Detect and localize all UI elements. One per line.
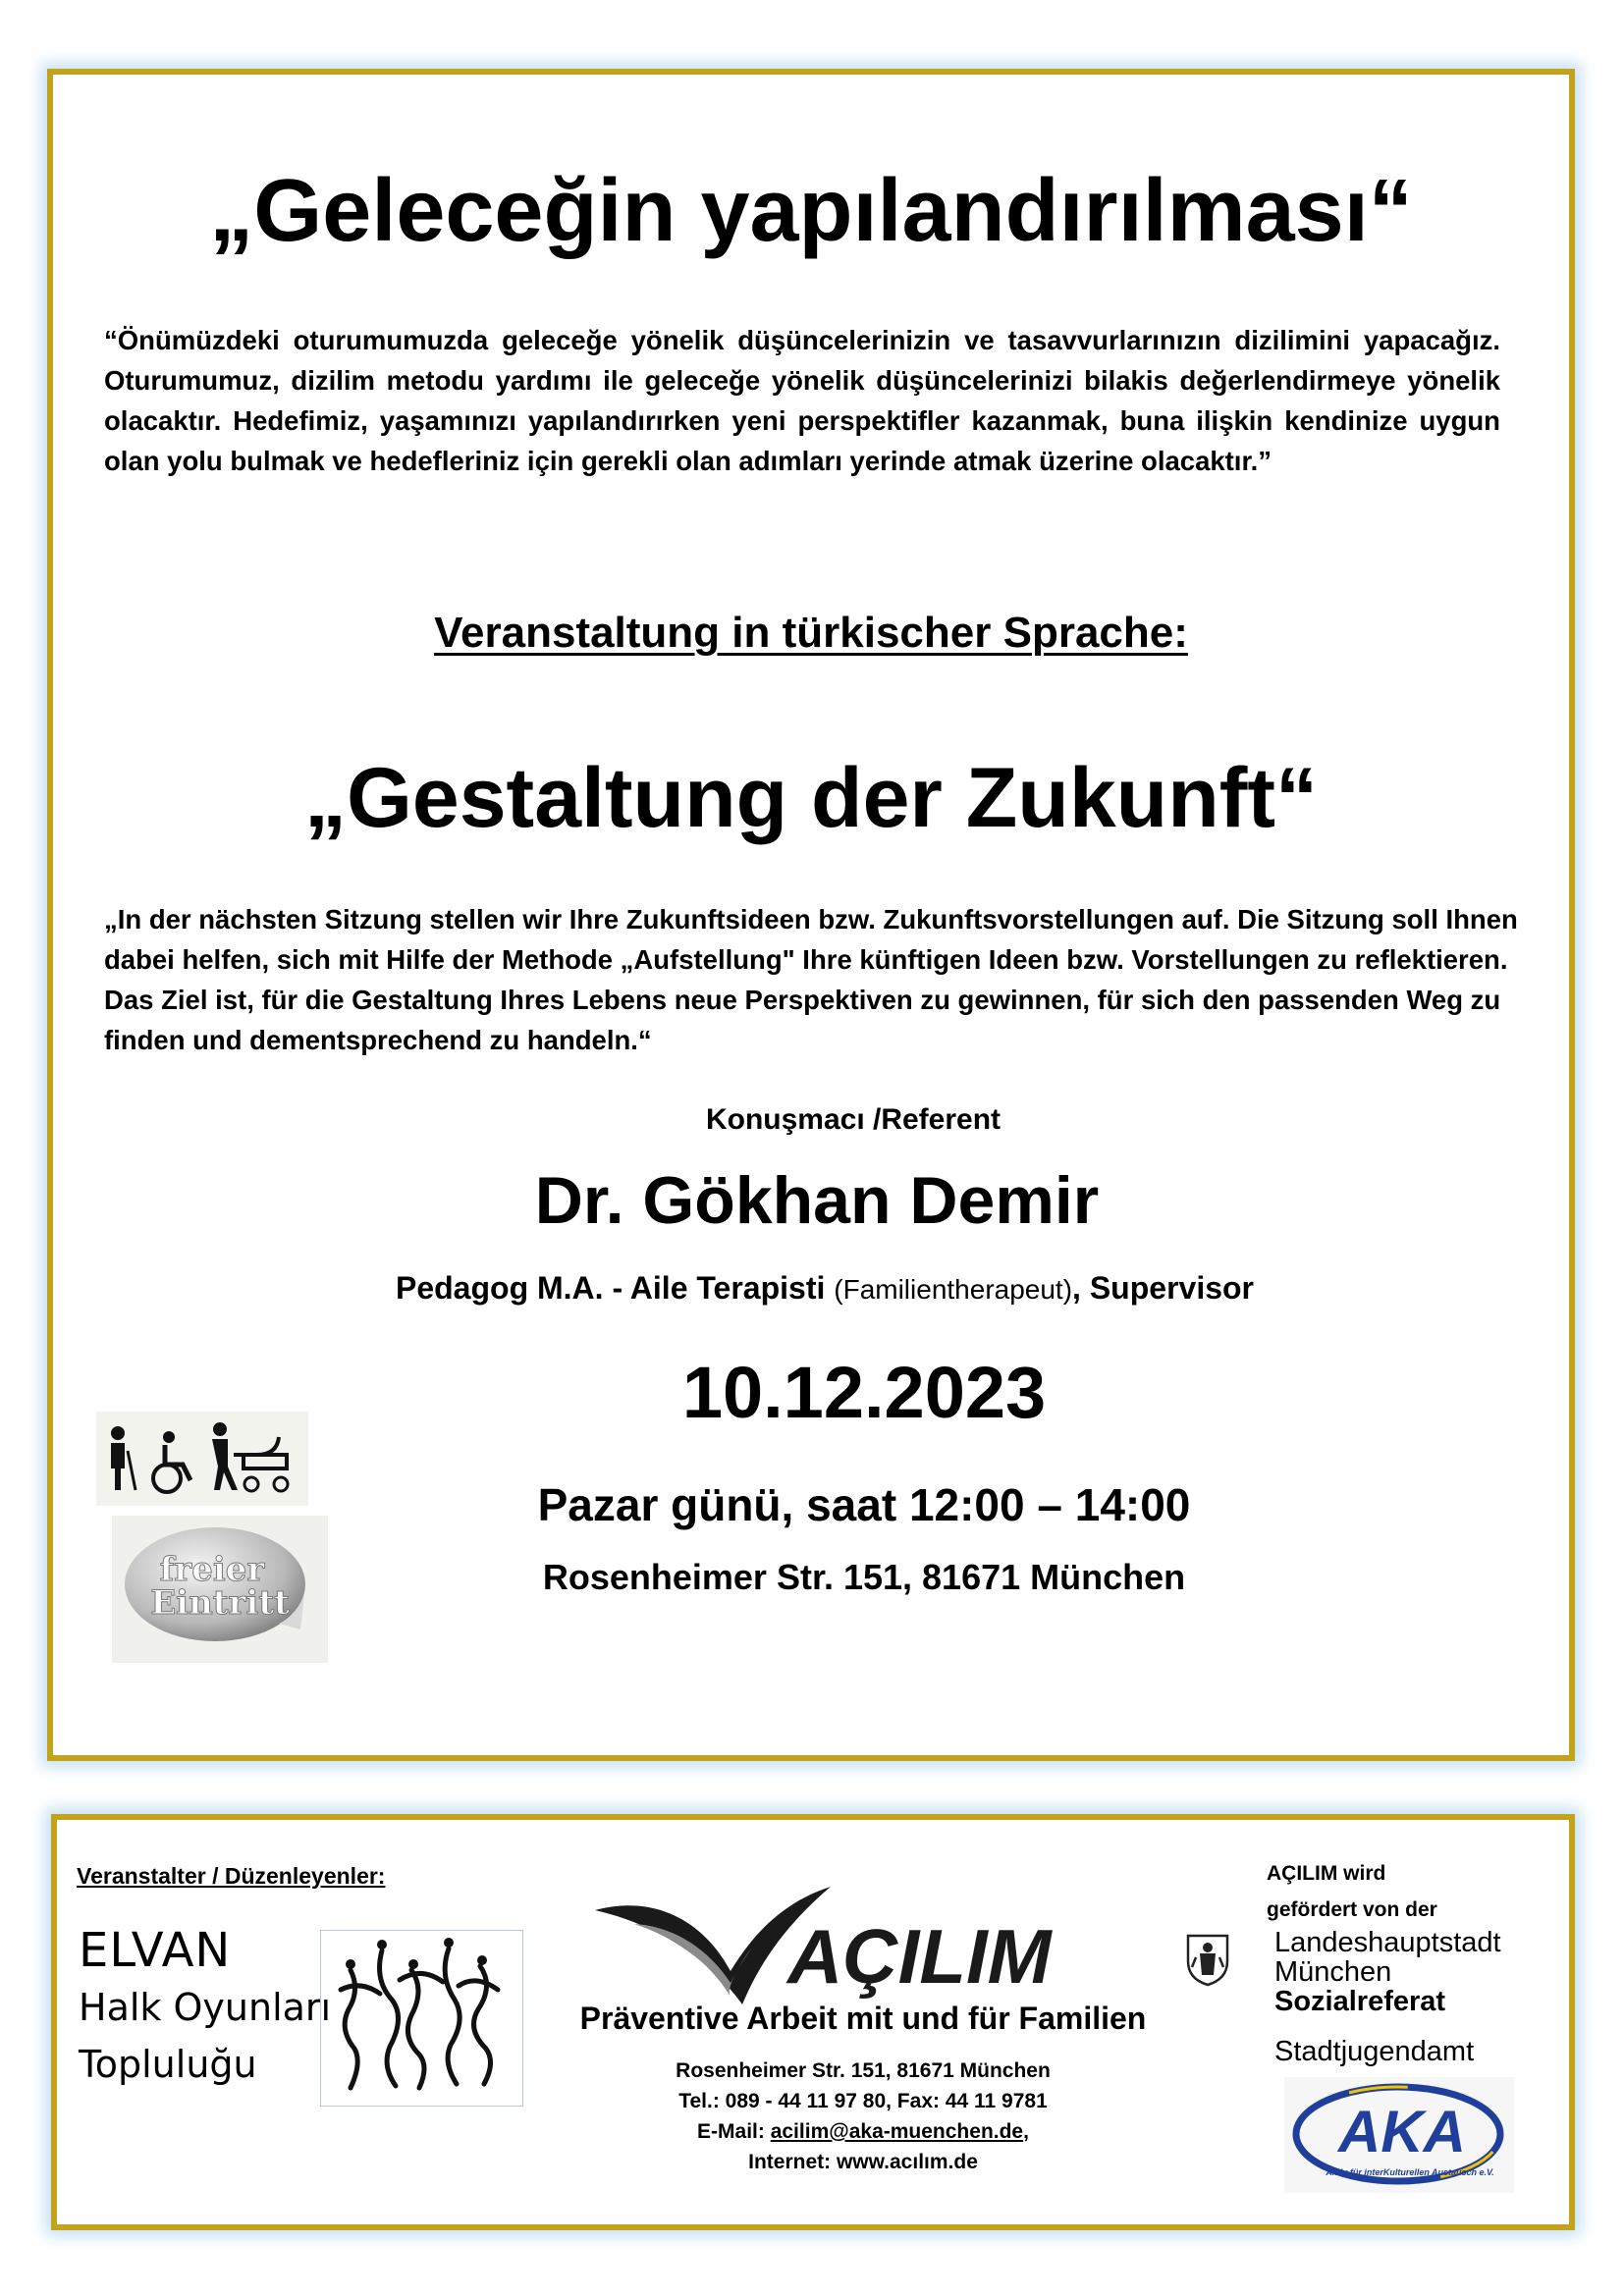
funding-line-1: AÇILIM wird (1267, 1862, 1386, 1885)
funding-line-2: gefördert von der (1267, 1898, 1437, 1921)
elvan-name (79, 1922, 331, 2093)
city-line-3: Sozialreferat (1274, 1986, 1446, 2017)
title-german: „Gestaltung der Zukunft“ (304, 751, 1318, 845)
free-entry-badge (112, 1516, 328, 1663)
city-line-2: München (1274, 1956, 1392, 1988)
city-line-1: Landeshauptstadt (1274, 1927, 1501, 1958)
organizers-label: Veranstalter / Düzenleyenler: (77, 1863, 386, 1889)
event-address: Rosenheimer Str. 151, 81671 München (542, 1557, 1186, 1597)
main-frame (47, 69, 1575, 1761)
acilim-street: Rosenheimer Str. 151, 81671 München (676, 2059, 1051, 2082)
elvan-line-1: ELVAN (79, 1923, 232, 1978)
aka-logo (1284, 2077, 1514, 2193)
elvan-line-3: Topluluğu (79, 2043, 257, 2086)
elvan-line-2: Halk Oyunları (79, 1986, 332, 2029)
event-time: Pazar günü, saat 12:00 – 14:00 (537, 1479, 1191, 1530)
munich-seal-icon (1184, 1932, 1231, 1987)
aka-tagline: Aktiv für interKulturellen Austausch e.V. (1326, 2167, 1494, 2177)
speaker-role-tail: , Supervisor (1072, 1270, 1254, 1306)
acilim-contact (564, 2056, 1163, 2177)
speaker-role-main: Pedagog M.A. - Aile Terapisti (395, 1270, 826, 1306)
event-language-text: Veranstaltung in türkischer Sprache: (434, 609, 1188, 657)
speaker-label: Konuşmacı /Referent (705, 1103, 1001, 1136)
free-entry-line1: freier (159, 1550, 265, 1589)
acilim-logo (595, 1881, 1096, 2018)
title-turkish: „Geleceğin yapılandırılması“ (209, 162, 1413, 260)
stadtjugendamt-text: Stadtjugendamt (1274, 2036, 1475, 2067)
acilim-logo-text: AÇILIM (787, 1913, 1052, 2000)
speaker-role-paren: (Familientherapeut) (834, 1274, 1073, 1305)
acilim-subtitle: Präventive Arbeit mit und für Familien (579, 2001, 1147, 2036)
accessibility-icon (96, 1412, 308, 1506)
funding-note (1267, 1855, 1437, 1928)
dancers-illustration (320, 1930, 523, 2107)
aka-logo-text: AKA (1338, 2099, 1466, 2164)
acilim-phone: Tel.: 089 - 44 11 97 80, Fax: 44 11 9781 (678, 2090, 1048, 2112)
acilim-email-tail: , (1023, 2120, 1029, 2143)
footer-frame (51, 1814, 1575, 2230)
acilim-internet: Internet: www.acılım.de (748, 2151, 978, 2173)
free-entry-line2: Eintritt (150, 1583, 290, 1623)
speaker-name: Dr. Gökhan Demir (534, 1163, 1100, 1238)
acilim-email-label: E-Mail: (697, 2120, 771, 2143)
speaker-role (53, 1270, 1597, 1307)
acilim-email-row (564, 2116, 1163, 2147)
description-german: „In der nächsten Sitzung stellen wir Ihre Zukunftsideen bzw. Zukunftsvorstellungen auf. Die Sitzung soll Ihnen dabei helfen, sich mit Hilfe der Methode „Aufstellung" Ihre künftigen Ideen bzw. Vorstellungen zu reflektieren. Das Ziel ist, für die Gestaltung Ihres Lebens neue Perspektiven zu gewinnen, für sich den passenden Weg zu finden und dementsprechend zu handeln.“ (104, 904, 1518, 1055)
city-munich-text (1274, 1928, 1501, 2016)
event-language-heading (53, 609, 1569, 658)
description-turkish: “Önümüzdeki oturumumuzda geleceğe yönelik düşüncelerinizin ve tasavvurlarınızın dizilimini yapacağız. Oturumumuz, dizilim metodu yardımı ile geleceğe yönelik düşüncelerinizi bilakis değerlendirmeye yönelik olacaktır. Hedefimiz, yaşamınızı yapılandırırken yeni perspektifler kazanmak, buna ilişkin kendinize uygun olan yolu bulmak ve hedefleriniz için gerekli olan adımları yerinde atmak üzerine olacaktır.” (104, 325, 1500, 476)
acilim-email-link[interactable]: acilim@aka-muenchen.de (770, 2120, 1024, 2143)
event-date: 10.12.2023 (681, 1352, 1047, 1433)
